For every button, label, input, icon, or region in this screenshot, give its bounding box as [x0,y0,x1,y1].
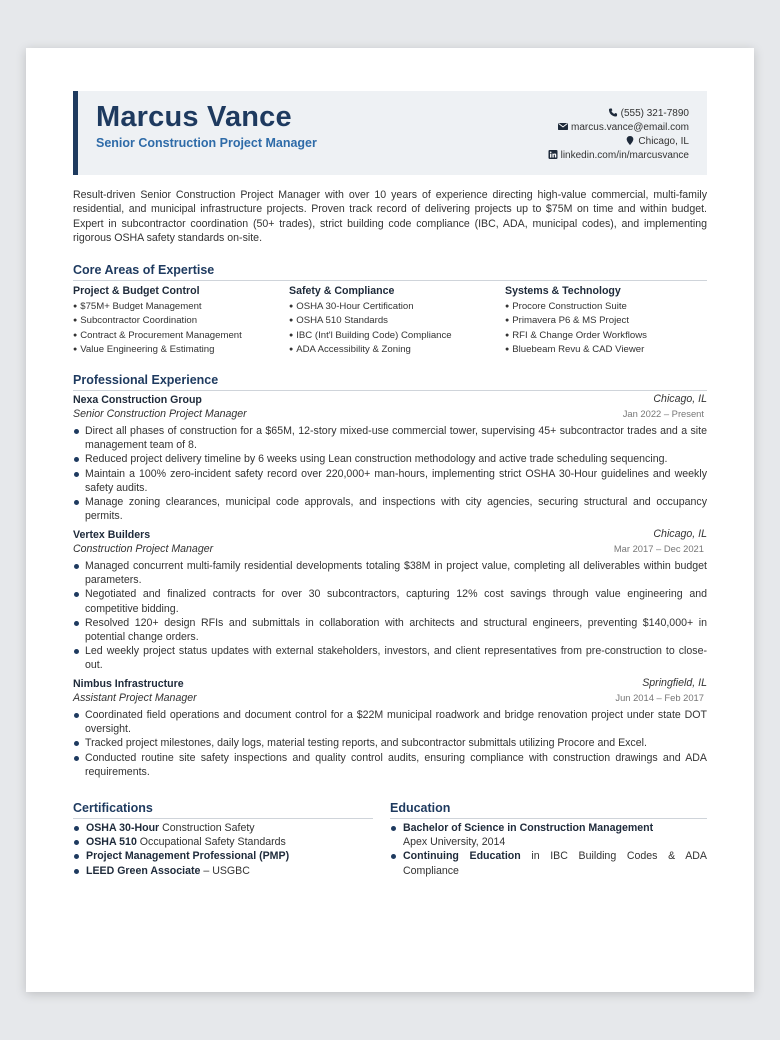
job-bullets [73,708,707,779]
job-bullet: Reduced project delivery timeline by 6 weeks using Lean construction methodology and active trade scheduling sequencing. [73,452,707,466]
job-bullet: Direct all phases of construction for a $65M, 12-story mixed-use commercial tower, supervising 45+ subcontractor trades and a site management team of 8. [73,424,707,452]
expertise-item: ● Subcontractor Coordination [73,314,283,328]
experience-section-title: Professional Experience [73,373,219,387]
expertise-item: ● Bluebeam Revu & CAD Viewer [505,343,715,357]
job-bullet: Conducted routine site safety inspections and quality control audits, ensuring compliance with construction drawings and ADA requirements. [73,751,707,779]
expertise-column-title: Safety & Compliance [289,285,395,297]
job-dates: Mar 2017 – Dec 2021 [613,543,704,554]
resume-page [26,48,754,992]
job-entry [73,677,707,779]
job-bullets [73,424,707,523]
expertise-section-title: Core Areas of Expertise [73,263,215,277]
job-entry [73,393,707,523]
job-bullet: Maintain a 100% zero-incident safety record over 220,000+ man-hours, implementing strict OSHA 30-Hour guidelines and weekly safety audits. [73,467,707,495]
expertise-item: ● IBC (Int'l Building Code) Compliance [289,329,499,343]
location-pin-icon [625,136,635,145]
job-company: Nimbus Infrastructure [73,678,184,690]
expertise-item: ● Procore Construction Suite [505,300,715,314]
expertise-column-title: Project & Budget Control [73,285,200,297]
job-company: Nexa Construction Group [73,394,202,406]
phone-icon [608,108,618,117]
job-bullet: Tracked project milestones, daily logs, material testing reports, and subcontractor submittals utilizing Procore and Excel. [73,736,707,750]
expertise-column [73,285,283,357]
education-section-title: Education [390,801,451,815]
education-list [390,821,707,878]
job-role: Construction Project Manager [73,543,214,555]
contact-linkedin [548,149,689,163]
expertise-item: ● ADA Accessibility & Zoning [289,343,499,357]
certification-item: OSHA 510 Occupational Safety Standards [73,835,373,849]
certifications-divider [73,818,373,819]
expertise-column-title: Systems & Technology [505,285,621,297]
job-entry [73,528,707,673]
job-bullet: Negotiated and finalized contracts for over 30 subcontractors, capturing 12% cost savings through value engineering and competitive bidding. [73,587,707,615]
job-dates: Jan 2022 – Present [622,408,704,419]
job-bullets [73,559,707,673]
expertise-item: ● OSHA 30-Hour Certification [289,300,499,314]
contact-email [548,121,689,135]
expertise-item: ● Contract & Procurement Management [73,329,283,343]
job-role: Assistant Project Manager [73,692,197,704]
job-location: Chicago, IL [653,393,707,405]
expertise-divider [73,280,707,281]
email-text: marcus.vance@email.com [571,122,689,133]
expertise-item: ● Value Engineering & Estimating [73,343,283,357]
contact-location [548,135,689,149]
candidate-name: Marcus Vance [96,101,292,133]
job-bullet: Resolved 120+ design RFIs and submittals in collaboration with architects and structural engineers, preventing $140,000+ in potential change orders. [73,616,707,644]
experience-divider [73,390,707,391]
candidate-headline: Senior Construction Project Manager [96,136,317,150]
education-item: Bachelor of Science in Construction Management Apex University, 2014 [390,821,707,849]
expertise-item: ● RFI & Change Order Workflows [505,329,715,343]
job-location: Chicago, IL [653,528,707,540]
phone-text: (555) 321-7890 [620,108,689,119]
certifications-list [73,821,373,878]
contact-info [548,107,689,163]
certification-item: Project Management Professional (PMP) [73,849,373,863]
resume-header [73,91,707,175]
job-location: Springfield, IL [642,677,707,689]
job-dates: Jun 2014 – Feb 2017 [615,692,704,703]
expertise-item: ● $75M+ Budget Management [73,300,283,314]
certifications-section-title: Certifications [73,801,153,815]
contact-phone [548,107,689,121]
expertise-item: ● OSHA 510 Standards [289,314,499,328]
email-icon [558,122,568,131]
job-bullet: Coordinated field operations and document control for a $22M municipal roadwork and bridge renovation project under state DOT oversight. [73,708,707,736]
expertise-item: ● Primavera P6 & MS Project [505,314,715,328]
location-text: Chicago, IL [638,136,689,147]
education-item: Continuing Education in IBC Building Codes & ADA Compliance [390,849,707,877]
education-divider [390,818,707,819]
linkedin-text: linkedin.com/in/marcusvance [560,150,689,161]
expertise-column [289,285,499,357]
job-bullet: Managed concurrent multi-family residential developments totaling $38M in project value, completing all deliverables within budget parameters. [73,559,707,587]
job-bullet: Manage zoning clearances, municipal code approvals, and inspections with city agencies, securing structural and occupancy permits. [73,495,707,523]
linkedin-icon [548,150,558,159]
expertise-column [505,285,715,357]
certification-item: LEED Green Associate – USGBC [73,864,373,878]
professional-summary: Result-driven Senior Construction Project Manager with over 10 years of experience directing high-value commercial, multi-family residential, and municipal infrastructure projects. Proven track record of delivering projects up to $75M on time and within budget. Expert in subcontractor coordination (50+ trades), strict building code compliance (IBC, ADA, municipal codes), and implementing rigorous OSHA safety standards on-site. [73,189,707,244]
job-bullet: Led weekly project status updates with external stakeholders, investors, and client representatives from pre-construction to close-out. [73,644,707,672]
job-role: Senior Construction Project Manager [73,408,247,420]
certification-item: OSHA 30-Hour Construction Safety [73,821,373,835]
job-company: Vertex Builders [73,529,151,541]
